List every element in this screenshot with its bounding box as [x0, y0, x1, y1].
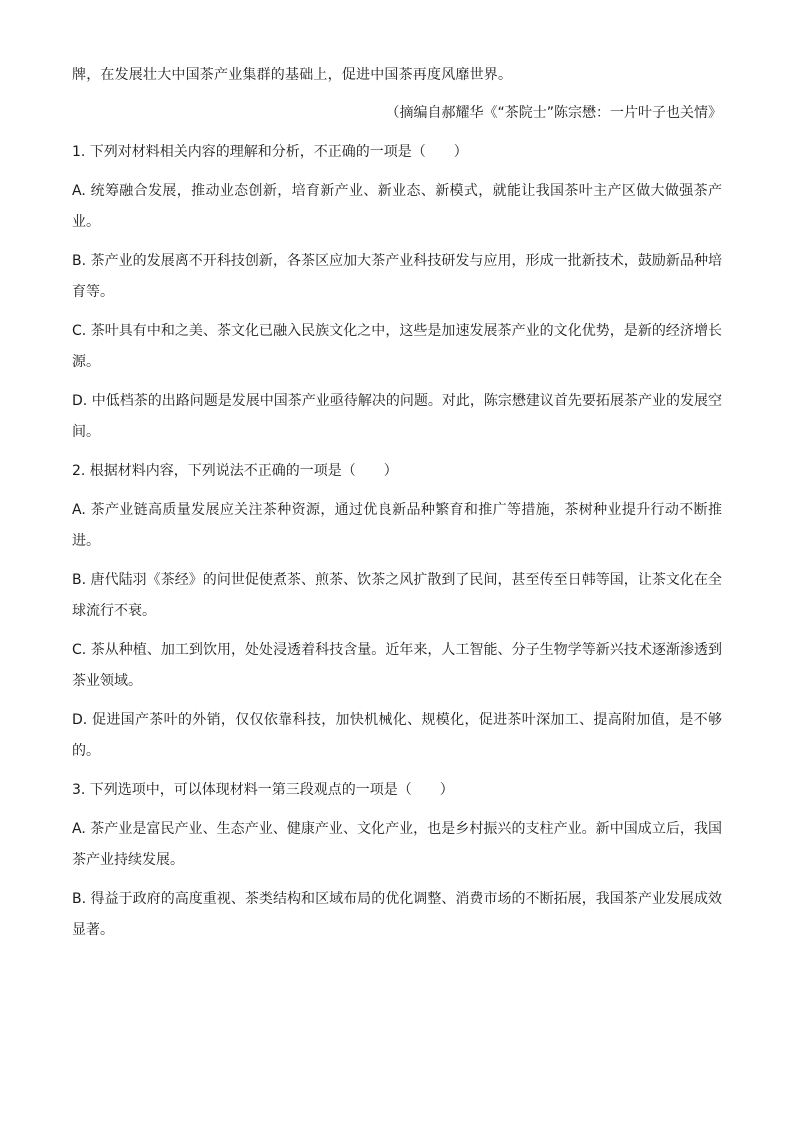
option-b: B. 得益于政府的高度重视、茶类结构和区域布局的优化调整、消费市场的不断拓展，我国茶产业发展成效显著。	[72, 891, 722, 938]
question-1	[72, 137, 722, 448]
option-a: A. 茶产业是富民产业、生态产业、健康产业、文化产业，也是乡村振兴的支柱产业。新中国成立后，我国茶产业持续发展。	[72, 821, 722, 868]
question-2	[72, 456, 722, 767]
option-a: A. 茶产业链高质量发展应关注茶种资源，通过优良新品种繁育和推广等措施，茶树种业提升行动不断推进。	[72, 502, 722, 549]
question-stem: 2. 根据材料内容，下列说法不正确的一项是（ ）	[72, 463, 398, 479]
option-d: D. 中低档茶的出路问题是发展中国茶产业亟待解决的问题。对此，陈宗懋建议首先要拓展茶产业的发展空间。	[72, 393, 722, 440]
option-c: C. 茶从种植、加工到饮用，处处浸透着科技含量。近年来，人工智能、分子生物学等新兴技术逐渐渗透到茶业领域。	[72, 642, 722, 689]
question-3	[72, 775, 722, 946]
document-page	[72, 60, 722, 954]
question-stem: 1. 下列对材料相关内容的理解和分析，不正确的一项是（ ）	[72, 144, 468, 160]
intro-paragraph-tail: 牌，在发展壮大中国茶产业集群的基础上，促进中国茶再度风靡世界。	[72, 67, 513, 83]
option-d: D. 促进国产茶叶的外销，仅仅依靠科技，加快机械化、规模化，促进茶叶深加工、提高附加值，是不够的。	[72, 712, 722, 759]
option-a: A. 统筹融合发展，推动业态创新，培育新产业、新业态、新模式，就能让我国茶叶主产区做大做强茶产业。	[72, 183, 722, 230]
option-c: C. 茶叶具有中和之美、茶文化已融入民族文化之中，这些是加速发展茶产业的文化优势，是新的经济增长源。	[72, 323, 722, 370]
option-b: B. 唐代陆羽《茶经》的问世促使煮茶、煎茶、饮茶之风扩散到了民间，甚至传至日韩等国，让茶文化在全球流行不衰。	[72, 572, 722, 619]
question-stem: 3. 下列选项中，可以体现材料一第三段观点的一项是（ ）	[72, 782, 454, 798]
option-b: B. 茶产业的发展离不开科技创新，各茶区应加大茶产业科技研发与应用，形成一批新技术，鼓励新品种培育等。	[72, 253, 722, 300]
source-citation: （摘编自郝耀华《“茶院士”陈宗懋：一片叶子也关情》	[385, 105, 722, 121]
